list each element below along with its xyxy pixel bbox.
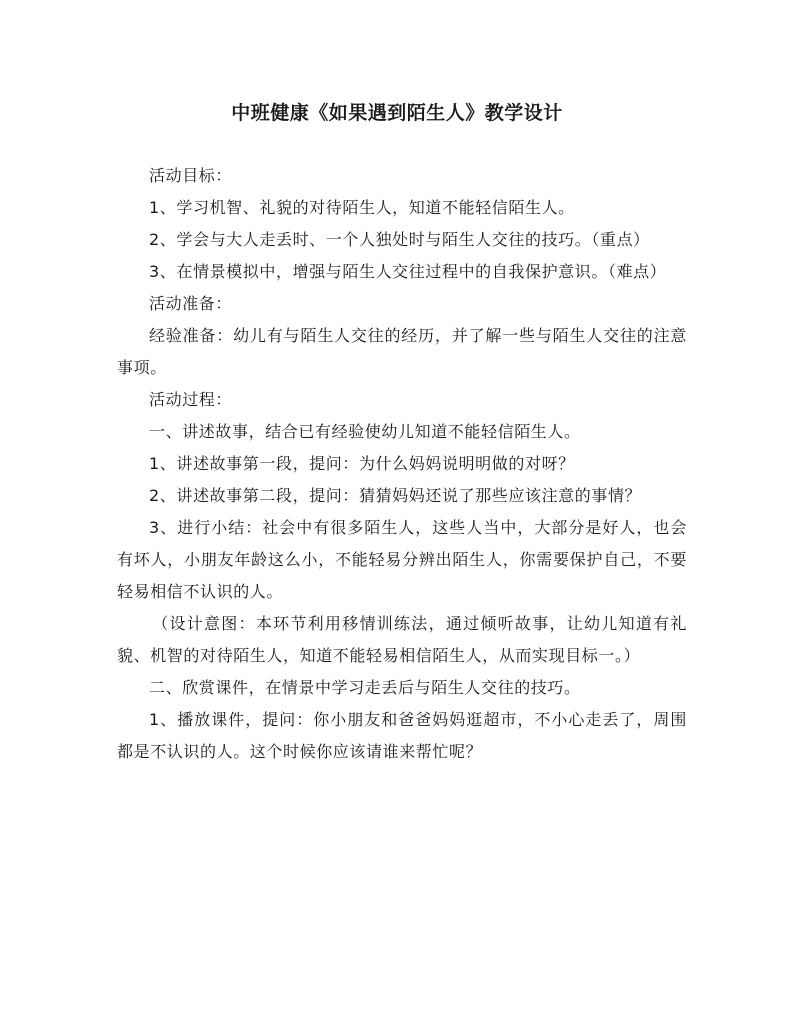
- objective-1: 1、学习机智、礼貌的对待陌生人，知道不能轻信陌生人。: [149, 198, 575, 217]
- process-step-2: 二、欣赏课件，在情景中学习走丢后与陌生人交往的技巧。: [149, 678, 581, 697]
- section-heading-objectives: 活动目标：: [149, 166, 233, 185]
- process-step-1-3: 3、进行小结：社会中有很多陌生人，这些人当中，大部分是好人，也会有坏人，小朋友年龄这么小，不能轻易分辨出陌生人，你需要保护自己，不要轻易相信不认识的人。: [117, 518, 687, 601]
- section-heading-preparation: 活动准备：: [149, 294, 233, 313]
- document-body: [117, 160, 687, 768]
- design-intent-note: （设计意图：本环节利用移情训练法，通过倾听故事，让幼儿知道有礼貌、机智的对待陌生人，知道不能轻易相信陌生人，从而实现目标一。）: [117, 614, 687, 665]
- process-step-2-1: 1、播放课件，提问：你小朋友和爸爸妈妈逛超市，不小心走丢了，周围都是不认识的人。这个时候你应该请谁来帮忙呢？: [117, 710, 687, 761]
- objective-2: 2、学会与大人走丢时、一个人独处时与陌生人交往的技巧。（重点）: [149, 230, 650, 249]
- section-heading-process: 活动过程：: [149, 390, 233, 409]
- document-title: 中班健康《如果遇到陌生人》教学设计: [231, 102, 563, 124]
- process-step-1-2: 2、讲述故事第二段，提问：猜猜妈妈还说了那些应该注意的事情？: [149, 486, 642, 505]
- objective-3: 3、在情景模拟中，增强与陌生人交往过程中的自我保护意识。（难点）: [149, 262, 667, 281]
- process-step-1: 一、讲述故事，结合已有经验使幼儿知道不能轻信陌生人。: [149, 422, 581, 441]
- preparation-experience: 经验准备：幼儿有与陌生人交往的经历，并了解一些与陌生人交往的注意事项。: [117, 326, 687, 377]
- process-step-1-1: 1、讲述故事第一段，提问：为什么妈妈说明明做的对呀？: [149, 454, 575, 473]
